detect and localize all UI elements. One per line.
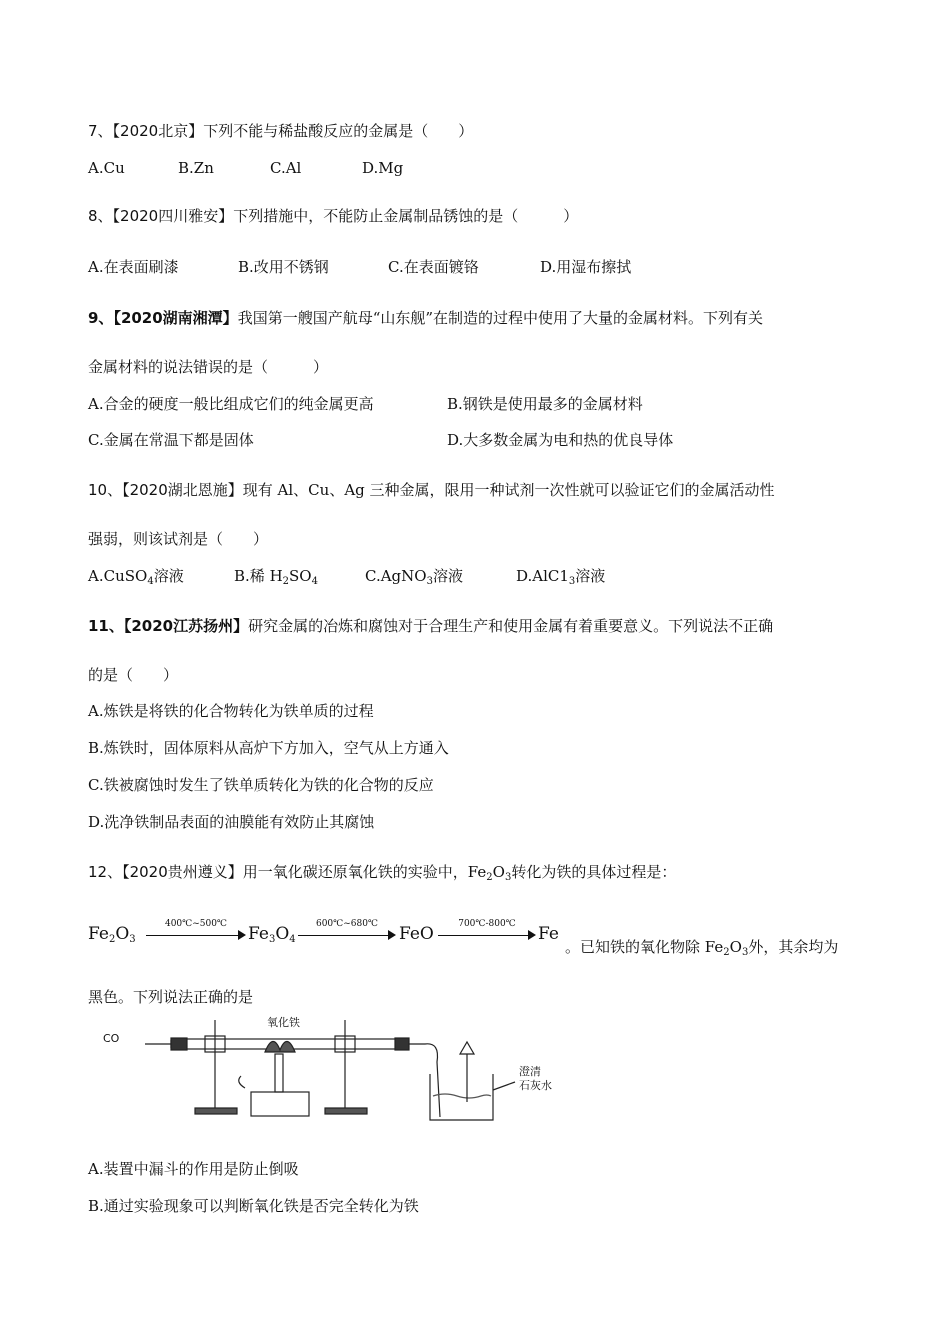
option-a: A.合金的硬度一般比组成它们的纯金属更高 [88, 395, 374, 413]
option-c: C.在表面镀铬 [388, 258, 479, 276]
question-11-stem [88, 616, 773, 636]
option-b: B.Zn [178, 159, 214, 177]
arrow-label: 400℃~500℃ [164, 919, 228, 929]
question-10-stem-cont: 强弱，则该试剂是（ ） [88, 530, 269, 548]
option-d: D.大多数金属为电和热的优良导体 [447, 431, 674, 449]
apparatus-diagram [95, 1012, 595, 1124]
question-text: 现有 Al、Cu、Ag 三种金属，限用一种试剂一次性就可以验证它们的金属活动性 [242, 481, 775, 499]
option-c: C.铁被腐蚀时发生了铁单质转化为铁的化合物的反应 [88, 776, 434, 794]
species-fe: Fe [538, 924, 559, 944]
co-label: CO [103, 1032, 120, 1045]
option-d: D.Mg [362, 159, 404, 177]
option-b: B.稀 $H_2SO_4$ [234, 567, 318, 587]
question-11-stem-cont: 的是（ ） [88, 666, 179, 684]
question-text: 下列不能与稀盐酸反应的金属是（ ） [203, 122, 474, 140]
species-feo: FeO [399, 924, 434, 944]
species-fe3o4: $Fe_3O_4$ [248, 924, 296, 945]
option-b: B.通过实验现象可以判断氧化铁是否完全转化为铁 [88, 1197, 419, 1215]
option-b: B.钢铁是使用最多的金属材料 [447, 395, 643, 413]
question-7-stem [88, 121, 473, 141]
option-c: C.AgNO$_3$溶液 [365, 567, 463, 587]
option-a: A.炼铁是将铁的化合物转化为铁单质的过程 [88, 702, 374, 720]
question-source: 【2020贵州遵义】 [122, 863, 243, 881]
question-12-stem-line3: 黑色。下列说法正确的是 [88, 988, 254, 1006]
option-d: D.用湿布擦拭 [540, 258, 632, 276]
question-text: 下列措施中，不能防止金属制品锈蚀的是（ ） [233, 207, 579, 225]
question-10-stem [88, 480, 775, 500]
question-number: 11、 [88, 617, 124, 635]
question-source: 【2020江苏扬州】 [123, 617, 249, 635]
question-12-stem-cont: 。已知铁的氧化物除 $Fe_2O_3$外，其余均为 [565, 938, 839, 958]
question-source: 【2020湖北恩施】 [122, 481, 243, 499]
option-b: B.炼铁时，固体原料从高炉下方加入，空气从上方通入 [88, 739, 449, 757]
question-number: 9、 [88, 309, 114, 327]
question-number: 12、 [88, 863, 123, 881]
question-12-stem: 12、【2020贵州遵义】用一氧化碳还原氧化铁的实验中，$Fe_2O_3$转化为铁的具体过程是： [88, 863, 677, 883]
question-number: 10、 [88, 481, 123, 499]
limewater-label-2: 石灰水 [519, 1079, 552, 1092]
limewater-label-1: 澄清 [519, 1065, 541, 1078]
question-8-stem [88, 206, 578, 226]
option-a: A.Cu [88, 159, 125, 177]
option-a: A.CuSO$_4$溶液 [88, 567, 184, 587]
question-number: 7、 [88, 122, 113, 140]
question-number: 8、 [88, 207, 113, 225]
option-c: C.金属在常温下都是固体 [88, 431, 254, 449]
option-b: B.改用不锈钢 [238, 258, 329, 276]
option-d: D.洗净铁制品表面的油膜能有效防止其腐蚀 [88, 813, 375, 831]
question-source: 【2020北京】 [112, 122, 204, 140]
arrow-label: 700℃-800℃ [458, 919, 516, 929]
option-c: C.Al [270, 159, 302, 177]
option-a: A.在表面刷漆 [88, 258, 179, 276]
question-source: 【2020湖南湘潭】 [113, 309, 238, 327]
arrow-label: 600℃~680℃ [315, 919, 379, 929]
option-d: $D.AlC1_3$溶液 [516, 567, 606, 587]
oxide-label: 氧化铁 [267, 1016, 300, 1029]
species-fe2o3: $Fe_2O_3$ [88, 924, 136, 945]
question-source: 【2020四川雅安】 [112, 207, 234, 225]
question-9-stem [88, 308, 763, 328]
question-text: 研究金属的冶炼和腐蚀对于合理生产和使用金属有着重要意义。下列说法不正确 [248, 617, 774, 635]
question-text: 用一氧化碳还原氧化铁的实验中， [242, 863, 468, 881]
option-a: A.装置中漏斗的作用是防止倒吸 [88, 1160, 299, 1178]
question-text: 我国第一艘国产航母“山东舰”在制造的过程中使用了大量的金属材料。下列有关 [237, 309, 764, 327]
question-9-stem-cont: 金属材料的说法错误的是（ ） [88, 358, 329, 376]
